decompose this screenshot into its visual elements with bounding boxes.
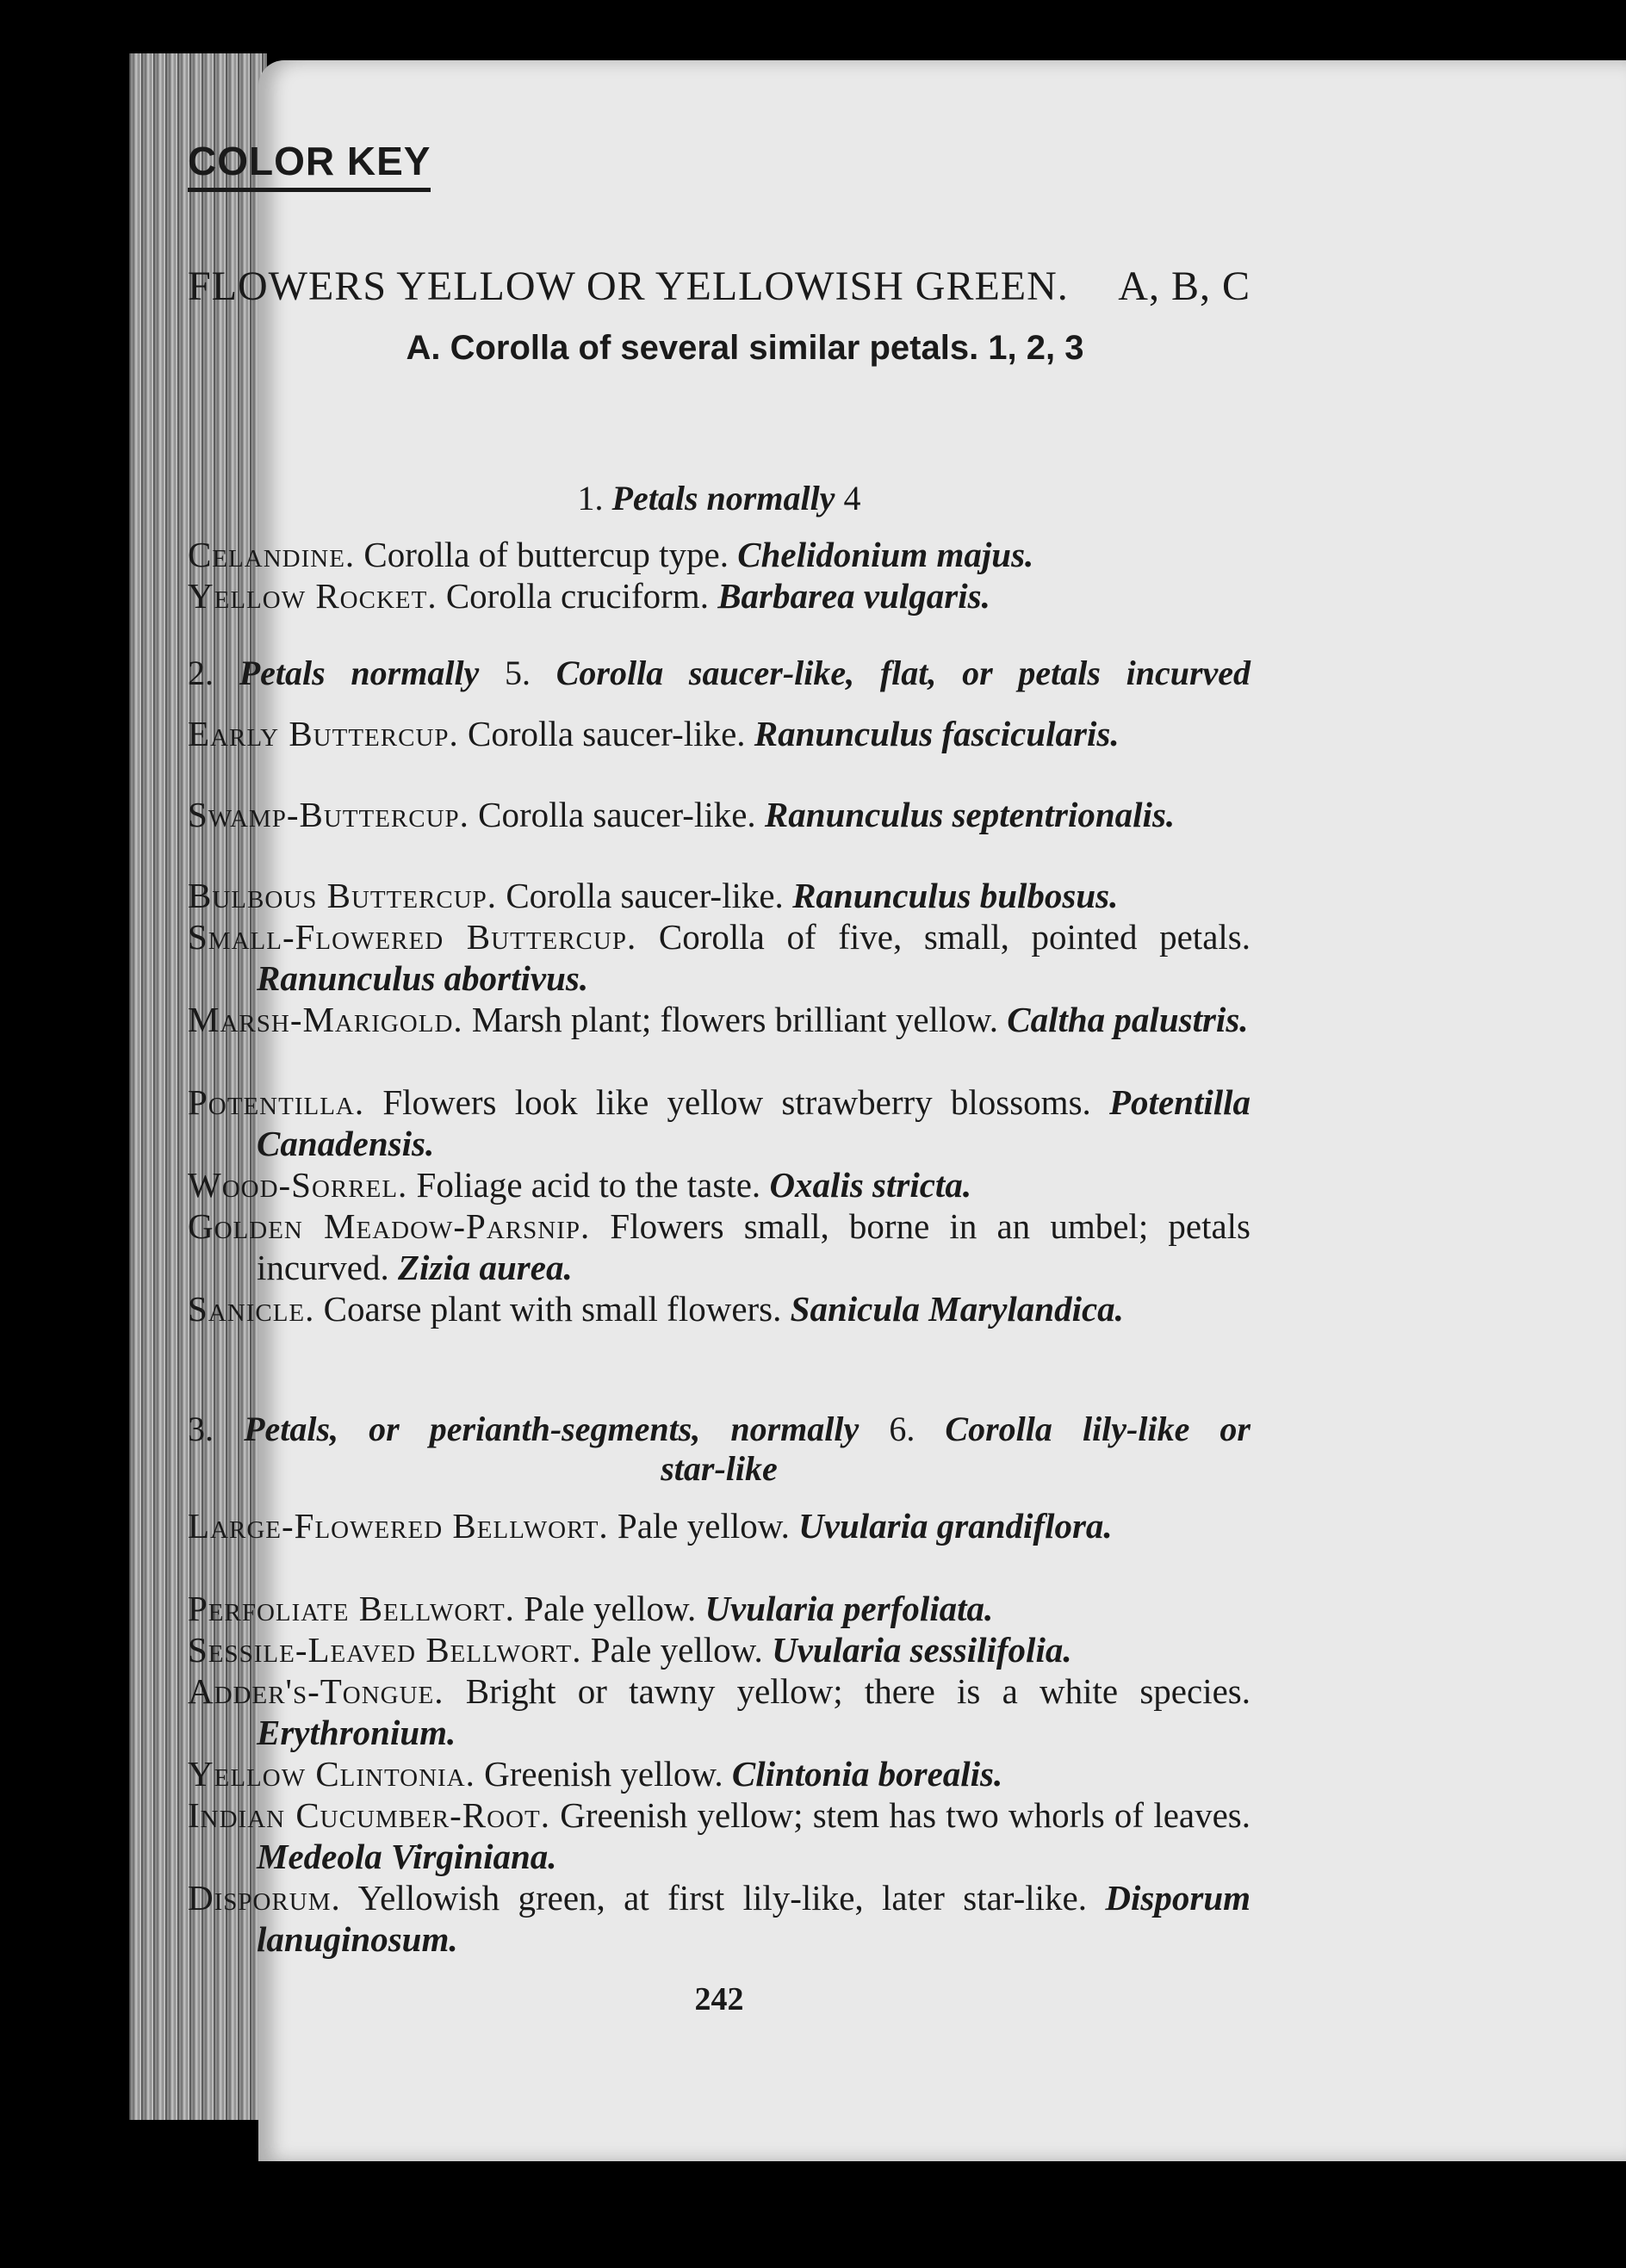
group-description: Corolla saucer-like, flat, or petals incurved — [555, 654, 1251, 692]
entry — [188, 1670, 1251, 1753]
entry — [188, 1629, 1251, 1670]
entry-scientific: Disporum lanuginosum. — [257, 1878, 1251, 1959]
entry — [188, 1505, 1251, 1546]
group-text: Petals normally — [611, 479, 835, 517]
entry-desc: Greenish yellow; stem has two whorls of leaves. — [560, 1795, 1251, 1835]
entry-name: Bulbous Buttercup. — [188, 876, 498, 915]
entry — [188, 1205, 1251, 1288]
group-count: 6. — [889, 1410, 915, 1448]
entry-desc: Corolla saucer-like. — [506, 876, 784, 915]
entry-scientific: Uvularia perfoliata. — [704, 1589, 994, 1628]
entry-scientific: Sanicula Marylandica. — [790, 1289, 1124, 1329]
entry — [188, 999, 1251, 1040]
group-heading-2 — [188, 653, 1251, 693]
entry-name: Perfoliate Bellwort. — [188, 1589, 515, 1628]
entry-name: Disporum. — [188, 1878, 341, 1918]
entry — [188, 575, 1251, 617]
entry-desc: Pale yellow. — [524, 1589, 697, 1628]
entry-name: Potentilla. — [188, 1082, 365, 1122]
entry-desc: Pale yellow. — [590, 1630, 763, 1670]
entry — [188, 1794, 1251, 1877]
section-title — [188, 263, 1251, 310]
group-count: 5. — [505, 654, 531, 692]
group-number: 2. — [188, 654, 214, 692]
entry-name: Wood-Sorrel. — [188, 1165, 408, 1205]
entry-scientific: Medeola Virginiana. — [257, 1837, 557, 1876]
entry — [188, 1753, 1251, 1794]
section-title-text: FLOWERS YELLOW OR YELLOWISH GREEN. — [188, 263, 1069, 309]
section-keys: A, B, C — [1118, 263, 1251, 309]
group-count: 4 — [843, 479, 861, 517]
entry-desc: Corolla of five, small, pointed petals. — [658, 917, 1251, 957]
group-heading-3-continued: star-like — [661, 1449, 778, 1488]
group-text: Petals normally — [239, 654, 480, 692]
entry — [188, 534, 1251, 575]
entry-name: Marsh-Marigold. — [188, 1000, 463, 1039]
entry-name: Swamp-Buttercup. — [188, 795, 469, 834]
entry — [188, 875, 1251, 916]
entry-name: Indian Cucumber-Root. — [188, 1795, 550, 1835]
entry — [188, 1588, 1251, 1629]
entry-name: Adder's-Tongue. — [188, 1671, 444, 1711]
entry-scientific: Potentilla Canadensis. — [257, 1082, 1251, 1163]
entry-name: Celandine. — [188, 535, 356, 574]
subsection-heading: A. Corolla of several similar petals. 1, 2, 3 — [406, 329, 1084, 367]
entry — [188, 1877, 1251, 1960]
entry — [188, 916, 1251, 999]
entry-desc: Corolla saucer-like. — [468, 714, 746, 753]
entry-desc: Corolla of buttercup type. — [363, 535, 729, 574]
group-description: Corolla lily-like or — [945, 1410, 1251, 1448]
entry-desc: Foliage acid to the taste. — [416, 1165, 761, 1205]
entry-name: Sessile-Leaved Bellwort. — [188, 1630, 582, 1670]
entry-scientific: Erythronium. — [257, 1713, 456, 1752]
entry-scientific: Zizia aurea. — [397, 1248, 573, 1287]
entry-name: Yellow Rocket. — [188, 576, 438, 616]
group-number: 3. — [188, 1410, 214, 1448]
page-number: 242 — [694, 1981, 744, 2017]
entry — [188, 1164, 1251, 1205]
entry-desc: Corolla cruciform. — [445, 576, 709, 616]
entry-scientific: Chelidonium majus. — [737, 535, 1034, 574]
group-heading-1 — [188, 478, 1251, 518]
entry-name: Sanicle. — [188, 1289, 315, 1329]
entry-scientific: Oxalis stricta. — [769, 1165, 972, 1205]
entry-desc: Corolla saucer-like. — [478, 795, 756, 834]
entry-name: Yellow Clintonia. — [188, 1754, 475, 1794]
entry-name: Large-Flowered Bellwort. — [188, 1506, 609, 1546]
entry-desc: Coarse plant with small flowers. — [323, 1289, 782, 1329]
entry-scientific: Clintonia borealis. — [731, 1754, 1003, 1794]
entry-scientific: Ranunculus abortivus. — [257, 958, 589, 998]
entry — [188, 713, 1251, 754]
entry-desc: Flowers small, borne in an umbel; petals incurved. — [257, 1206, 1251, 1287]
entry-desc: Yellowish green, at first lily-like, later star-like. — [357, 1878, 1088, 1918]
entry-desc: Flowers look like yellow strawberry blossoms. — [382, 1082, 1091, 1122]
entry-desc: Greenish yellow. — [484, 1754, 723, 1794]
entry-desc: Pale yellow. — [617, 1506, 790, 1546]
page-heading: COLOR KEY — [188, 138, 431, 192]
entry — [188, 1081, 1251, 1164]
entry-scientific: Uvularia grandiflora. — [798, 1506, 1113, 1546]
entry-scientific: Ranunculus bulbosus. — [792, 876, 1119, 915]
entry-scientific: Barbarea vulgaris. — [717, 576, 990, 616]
group-number: 1. — [577, 479, 604, 517]
entry-scientific: Uvularia sessilifolia. — [772, 1630, 1072, 1670]
entry-scientific: Ranunculus fascicularis. — [754, 714, 1120, 753]
entry-scientific: Ranunculus septentrionalis. — [764, 795, 1176, 834]
entry — [188, 794, 1251, 835]
entry-desc: Bright or tawny yellow; there is a white species. — [465, 1671, 1251, 1711]
entry — [188, 1288, 1251, 1329]
entry-name: Small-Flowered Buttercup. — [188, 917, 637, 957]
entry-name: Early Buttercup. — [188, 714, 459, 753]
entry-scientific: Caltha palustris. — [1007, 1000, 1249, 1039]
group-text: Petals, or perianth-segments, normally — [244, 1410, 860, 1448]
group-heading-3 — [188, 1409, 1251, 1449]
entry-name: Golden Meadow-Parsnip. — [188, 1206, 591, 1246]
entry-desc: Marsh plant; flowers brilliant yellow. — [471, 1000, 998, 1039]
